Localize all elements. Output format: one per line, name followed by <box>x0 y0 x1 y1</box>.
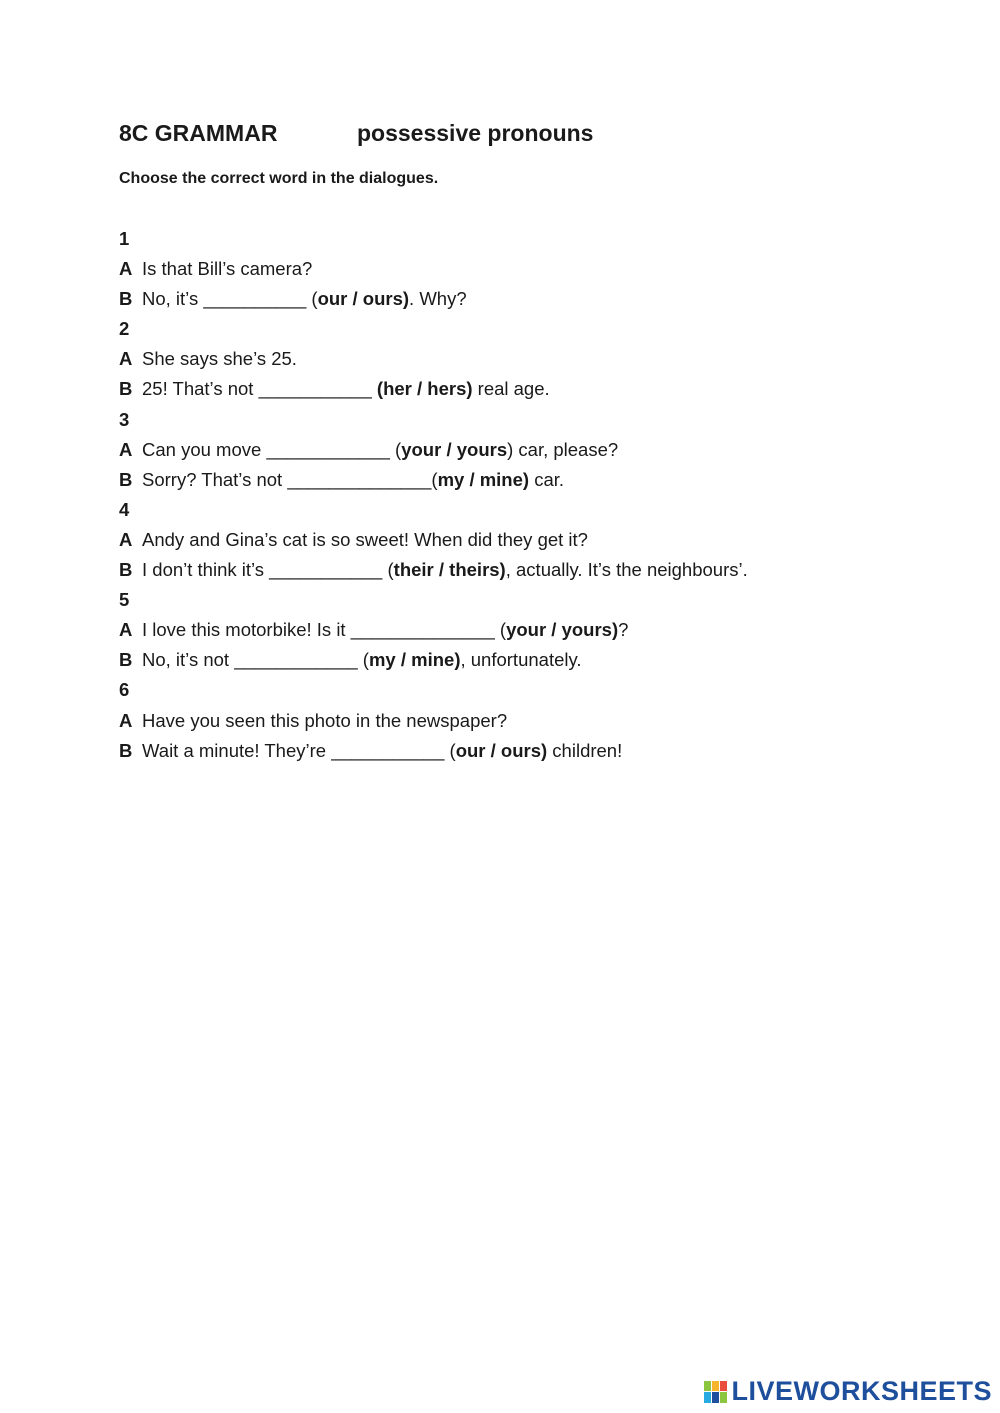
section-title: 8C GRAMMAR <box>119 120 278 146</box>
dialogue-item <box>119 675 939 765</box>
speaker-label: B <box>119 288 133 310</box>
answer-blank[interactable]: ___________ <box>258 378 372 400</box>
speaker-label: B <box>119 739 133 761</box>
answer-blank[interactable]: ____________ <box>266 438 390 460</box>
line-text: Sorry? That’s not <box>142 468 288 490</box>
line-text: Have you seen this photo in the newspaper? <box>142 709 508 731</box>
dialogue-item <box>119 314 939 404</box>
option-prefix: ( <box>306 288 318 310</box>
speaker-label: B <box>119 468 133 490</box>
line-text: She says she’s 25. <box>142 348 297 370</box>
dialogue-item <box>119 224 939 314</box>
dialogue-line-b <box>119 284 939 314</box>
answer-blank[interactable]: ______________ <box>350 619 495 641</box>
option-prefix: ( <box>357 649 369 671</box>
answer-blank[interactable]: ___________ <box>331 739 445 761</box>
dialogue-list <box>119 224 939 766</box>
word-options: your / yours) <box>506 619 619 641</box>
dialogue-line-b <box>119 736 939 766</box>
line-text-end: , unfortunately. <box>460 649 582 671</box>
line-text-end: real age. <box>472 378 550 400</box>
word-options: my / mine) <box>437 468 530 490</box>
dialogue-item <box>119 585 939 675</box>
answer-blank[interactable]: ______________ <box>287 468 432 490</box>
option-prefix: ( <box>389 438 402 460</box>
speaker-label: A <box>119 528 133 550</box>
line-text-end: ) car, please? <box>507 438 619 460</box>
line-text-end: . Why? <box>409 288 467 310</box>
dialogue-line-a <box>119 706 939 736</box>
line-text: No, it’s not <box>142 649 235 671</box>
line-text: 25! That’s not <box>142 378 259 400</box>
word-options: your / yours <box>401 438 508 460</box>
liveworksheets-brand <box>704 1376 992 1407</box>
line-text-end: ? <box>618 619 629 641</box>
dialogue-line-b <box>119 645 939 675</box>
topic-title: possessive pronouns <box>357 120 594 146</box>
speaker-label: A <box>119 348 133 370</box>
liveworksheets-logo-icon <box>704 1381 728 1403</box>
line-text: Is that Bill’s camera? <box>142 258 313 280</box>
dialogue-line-a <box>119 254 939 284</box>
item-number: 6 <box>119 679 130 701</box>
item-number: 5 <box>119 589 130 611</box>
word-options: my / mine) <box>368 649 461 671</box>
speaker-label: B <box>119 649 133 671</box>
word-options: our / ours) <box>455 739 548 761</box>
dialogue-line-a <box>119 525 939 555</box>
option-prefix: ( <box>382 559 394 581</box>
line-text: Wait a minute! They’re <box>142 739 332 761</box>
speaker-label: A <box>119 438 133 460</box>
dialogue-line-b <box>119 465 939 495</box>
word-options: their / theirs) <box>393 559 506 581</box>
line-text-end: car. <box>529 468 565 490</box>
dialogue-line-b <box>119 555 939 585</box>
item-number: 4 <box>119 498 130 520</box>
option-prefix: ( <box>494 619 507 641</box>
speaker-label: A <box>119 709 133 731</box>
speaker-label: B <box>119 559 133 581</box>
line-text-end: children! <box>547 739 623 761</box>
option-prefix: ( <box>444 739 456 761</box>
line-text: Can you move <box>142 438 267 460</box>
dialogue-line-b <box>119 374 939 404</box>
speaker-label: A <box>119 258 133 280</box>
dialogue-line-a <box>119 435 939 465</box>
speaker-label: B <box>119 378 133 400</box>
line-text: I don’t think it’s <box>142 559 270 581</box>
line-text: No, it’s <box>142 288 204 310</box>
line-text: Andy and Gina’s cat is so sweet! When did they get it? <box>142 528 588 550</box>
item-number: 3 <box>119 408 130 430</box>
word-options: (her / hers) <box>376 378 473 400</box>
option-prefix: ( <box>431 468 438 490</box>
word-options: our / ours) <box>317 288 410 310</box>
dialogue-line-a <box>119 615 939 645</box>
item-number: 1 <box>119 228 130 249</box>
worksheet-header <box>119 120 594 147</box>
instruction: Choose the correct word in the dialogues. <box>119 170 439 187</box>
speaker-label: A <box>119 619 133 641</box>
brand-name: LIVEWORKSHEETS <box>731 1376 992 1406</box>
item-number: 2 <box>119 318 130 340</box>
dialogue-item <box>119 405 939 495</box>
answer-blank[interactable]: __________ <box>203 288 307 310</box>
answer-blank[interactable]: ____________ <box>234 649 358 671</box>
dialogue-line-a <box>119 344 939 374</box>
line-text-end: , actually. It’s the neighbours’. <box>505 559 748 581</box>
line-text: I love this motorbike! Is it <box>142 619 351 641</box>
answer-blank[interactable]: ___________ <box>269 559 383 581</box>
dialogue-item <box>119 495 939 585</box>
